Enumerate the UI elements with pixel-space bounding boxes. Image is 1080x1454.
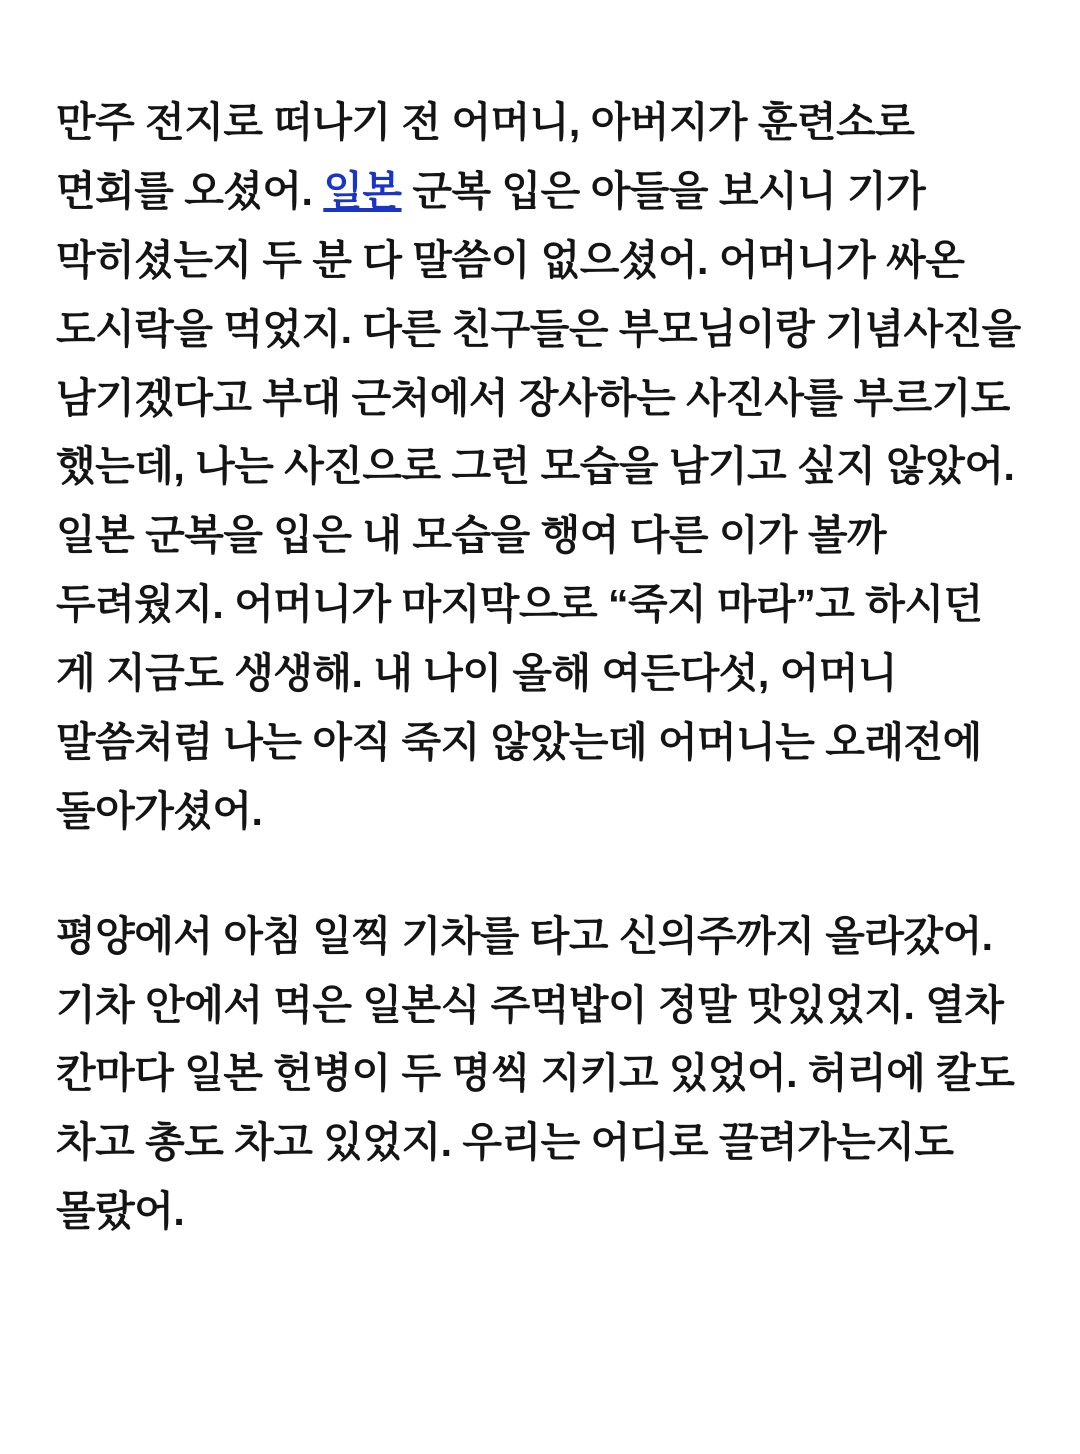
paragraph-1-text-before-link: 만주 전지로 떠나기 전 어머니, 아버지가 훈련소로 면회를 오셨어. <box>56 99 915 214</box>
paragraph-1-text-after-link: 군복 입은 아들을 보시니 기가 막히셨는지 두 분 다 말씀이 없으셨어. 어머니가 싸온 도시락을 먹었지. 다른 친구들은 부모님이랑 기념사진을 남기겠다고 부대 근처에서 장사하는 사진사를 부르기도 했는데, 나는 사진으로 그런 모습을 남기고 싶지 않았어. 일본 군복을 입은 내 모습을 행여 다른 이가 볼까 두려웠지. 어머니가 마지막으로 “죽지 마라”고 하시던 게 지금도 생생해. 내 나이 올해 여든다섯, 어머니 말씀처럼 나는 아직 죽지 않았는데 어머니는 오래전에 돌아가셨어. <box>56 167 1021 834</box>
paragraph-1 <box>56 88 1024 846</box>
paragraph-2: 평양에서 아침 일찍 기차를 타고 신의주까지 올라갔어. 기차 안에서 먹은 일본식 주먹밥이 정말 맛있었지. 열차 칸마다 일본 헌병이 두 명씩 지키고 있었어. 허리에 칼도 차고 총도 차고 있었지. 우리는 어디로 끌려가는지도 몰랐어. <box>56 912 1015 1235</box>
inline-link-japan[interactable]: 일본 <box>323 167 402 214</box>
